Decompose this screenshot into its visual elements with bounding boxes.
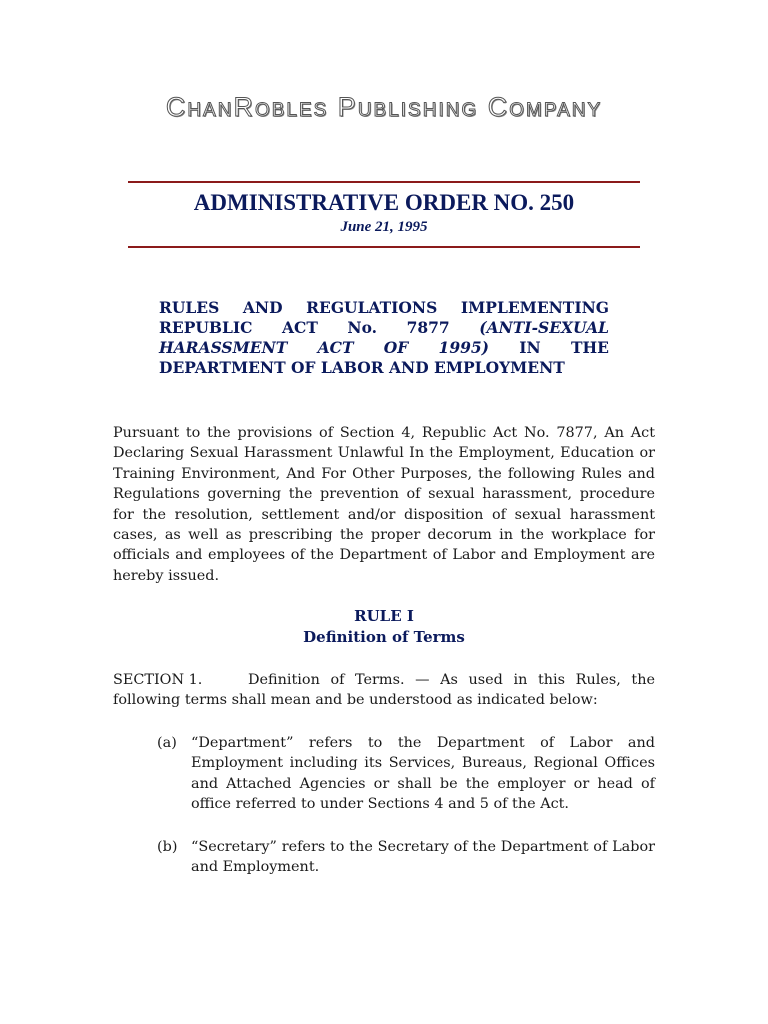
- subject-part-1: RULES AND REGULATIONS IMPLEMENTING REPUBLIC ACT No. 7877: [159, 298, 609, 337]
- rule-number: RULE I: [354, 607, 414, 625]
- definition-text: “Secretary” refers to the Secretary of the Department of Labor and Employment.: [191, 839, 655, 876]
- rule-title: Definition of Terms: [303, 628, 465, 646]
- subject-part-italic: (ANTI-SEXUAL HARASSMENT ACT OF 1995): [159, 318, 609, 357]
- definition-item: [157, 733, 655, 815]
- section-text: Definition of Terms. — As used in this Rules, the following terms shall mean and be understood as indicated below:: [113, 672, 655, 709]
- order-title: ADMINISTRATIVE ORDER NO. 250: [193, 190, 575, 215]
- preamble-paragraph: Pursuant to the provisions of Section 4, Republic Act No. 7877, An Act Declaring Sexual Harassment Unlawful In the Employment, Education or Training Environment, And For Other Purposes, the following Rules and Regulations governing the prevention of sexual harassment, procedure for the resolution, settlement and/or disposition of sexual harassment cases, as well as prescribing the proper decorum in the workplace for officials and employees of the Department of Labor and Employment are hereby issued.: [113, 425, 655, 584]
- definition-text: “Department” refers to the Department of Labor and Employment including its Services, Bureaus, Regional Offices and Attached Agencies or shall be the employer or head of office referred to under Sections 4 and 5 of the Act.: [191, 735, 655, 813]
- section-1: [113, 670, 655, 711]
- definition-marker: (b): [157, 839, 178, 855]
- publisher-name: ChanRobles Publishing Company: [165, 92, 603, 122]
- subject-heading: [159, 298, 609, 378]
- subject-part-3: IN THE DEPARTMENT OF LABOR AND EMPLOYMENT: [159, 338, 609, 377]
- definition-marker: (a): [157, 735, 177, 751]
- bottom-divider: [128, 246, 640, 248]
- definition-item: [157, 837, 655, 878]
- order-date: June 21, 1995: [340, 219, 428, 235]
- top-divider: [128, 181, 640, 183]
- section-label: SECTION 1.: [113, 672, 203, 688]
